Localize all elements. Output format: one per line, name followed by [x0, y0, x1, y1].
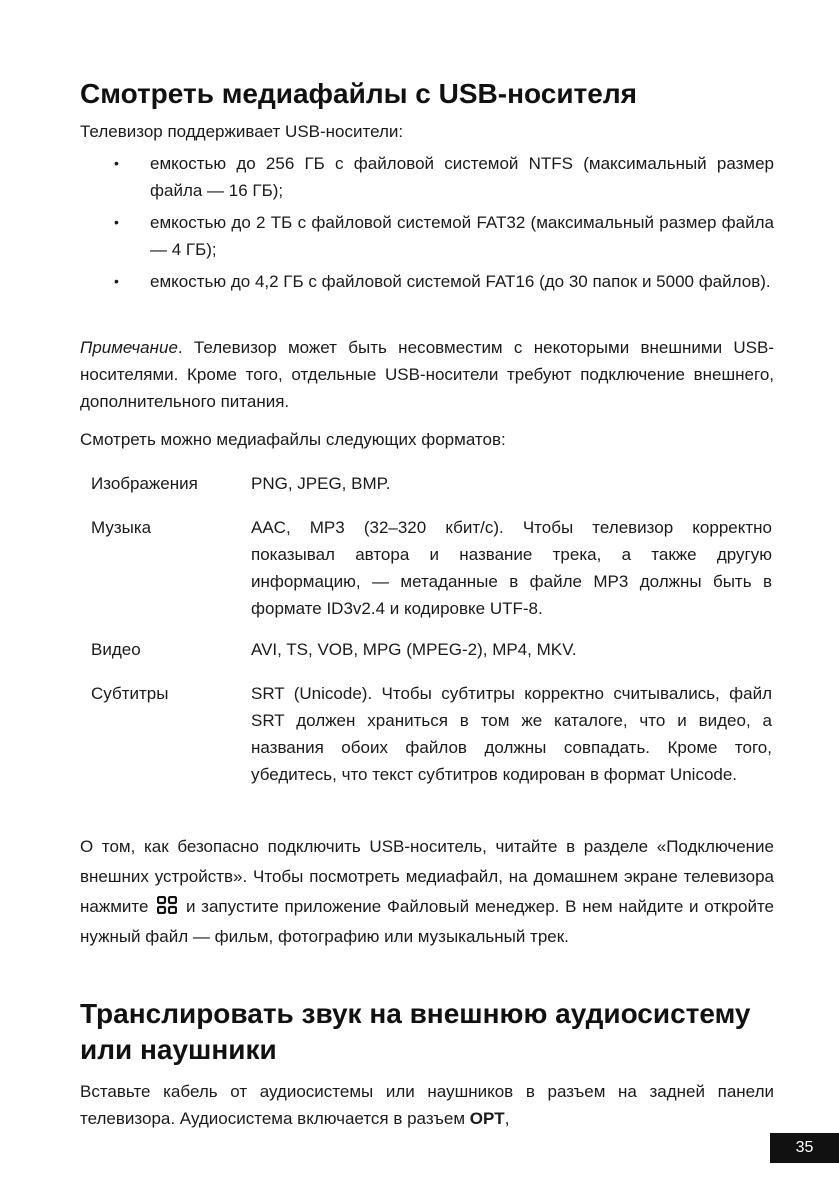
list-item-text: емкостью до 4,2 ГБ с файловой системой FAT16 (до 30 папок и 5000 файлов). — [150, 272, 771, 291]
format-value: AAC, MP3 (32–320 кбит/с). Чтобы телевизор корректно показывал автора и название трека, а также другую информацию, — метаданные в файле MP3 должны быть в формате ID3v2.4 и кодировке UTF-8. — [251, 518, 772, 618]
format-name: Изображения — [91, 474, 198, 493]
opt-connector-label: OPT — [469, 1109, 505, 1128]
format-name: Видео — [91, 640, 141, 659]
bullet-glyph: • — [114, 273, 119, 289]
section-title-usb-media: Смотреть медиафайлы с USB-носителя — [80, 78, 637, 109]
outro-text-end: и запустите приложение Файловый менеджер. В нем найдите и откройте нужный файл — фильм, фотографию или музыкальный трек. — [80, 897, 775, 946]
format-value: PNG, JPEG, BMP. — [251, 474, 391, 493]
audio-text: Вставьте кабель от аудиосистемы или наушников в разъем на задней панели телевизора. Аудиосистема включается в разъем — [80, 1082, 774, 1128]
list-item-text: емкостью до 256 ГБ с файловой системой NTFS (максимальный размер файла — 16 ГБ); — [150, 154, 774, 200]
audio-text-end: , — [504, 1109, 510, 1128]
bullet-glyph: • — [114, 155, 119, 171]
section-title-audio-output: Транслировать звук на внешнюю аудиосистему или наушники — [80, 998, 751, 1065]
format-value: AVI, TS, VOB, MPG (MPEG-2), MP4, MKV. — [251, 640, 577, 659]
note-label: Примечание — [80, 338, 178, 357]
page-number: 35 — [770, 1133, 839, 1163]
audio-instructions — [80, 1078, 774, 1132]
formats-intro: Смотреть можно медиафайлы следующих форматов: — [80, 430, 506, 449]
usb-outro — [80, 832, 774, 952]
format-name: Субтитры — [91, 684, 169, 703]
usb-note — [80, 334, 774, 415]
usb-capacity-list — [80, 150, 774, 300]
usb-intro: Телевизор поддерживает USB-носители: — [80, 122, 404, 141]
apps-grid-icon — [157, 894, 177, 912]
outro-text-start: О том, как безопасно подключить USB-носитель, читайте в разделе «Подключение внешних устройств». Чтобы посмотреть медиафайл, на домашнем экране телевизора нажмите — [80, 837, 774, 916]
format-value: SRT (Unicode). Чтобы субтитры корректно считывались, файл SRT должен храниться в том же каталоге, что и видео, а названия обоих файлов должны совпадать. Кроме того, убедитесь, что текст субтитров кодирован в формат Unicode. — [251, 684, 772, 784]
bullet-glyph: • — [114, 214, 119, 230]
list-item — [80, 150, 774, 204]
list-item — [80, 268, 774, 295]
note-text: . Телевизор может быть несовместим с некоторыми внешними USB-носителями. Кроме того, отдельные USB-носители требуют подключение внешнего, дополнительного питания. — [80, 338, 774, 411]
list-item — [80, 209, 774, 263]
list-item-text: емкостью до 2 ТБ с файловой системой FAT32 (максимальный размер файла — 4 ГБ); — [150, 213, 774, 259]
format-name: Музыка — [91, 518, 152, 537]
